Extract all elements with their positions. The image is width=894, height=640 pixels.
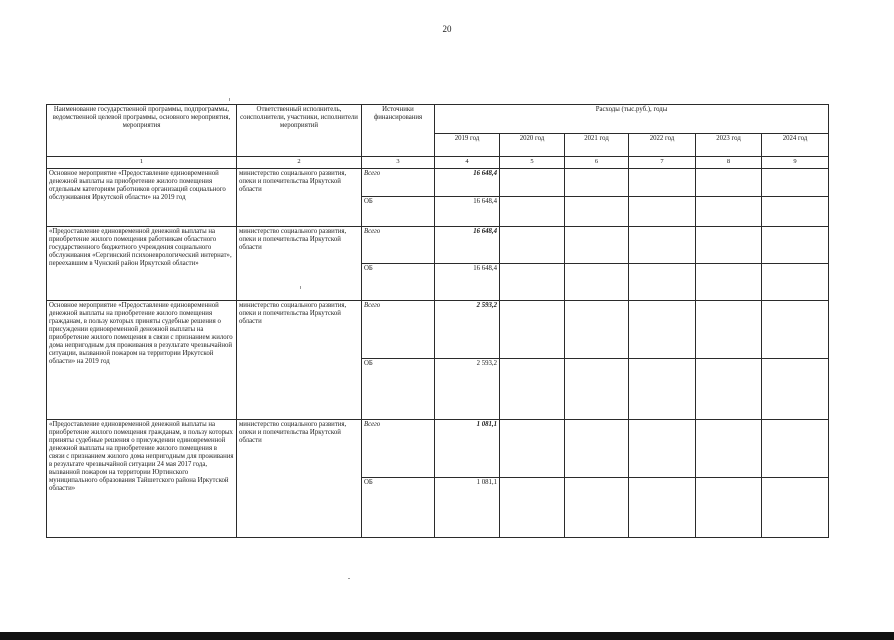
column-number: 5 (500, 157, 565, 169)
responsible-executor: министерство социального развития, опеки и попечительства Иркутской области (237, 301, 362, 420)
source-ob: ОБ (362, 359, 435, 420)
header-responsible: Ответственный исполнитель, соисполнители, участники, исполнители мероприятий (237, 105, 362, 157)
amount-ob-2019: 1 081,1 (435, 478, 500, 538)
column-number: 8 (696, 157, 762, 169)
table-row (47, 420, 829, 478)
activity-name: «Предоставление единовременной денежной выплаты на приобретение жилого помещения гражданам, в пользу которых приняты судебные решения о присуждении единовременной денежной выплаты на приобретение жилого помещения в связи с признанием жилого дома непригодным для проживания в результате чрезвычайной ситуации 24 мая 2017 года, вызванной пожаром на территории Юртинского муниципального образования Тайшетского района Иркутской области» (47, 420, 237, 538)
header-year: 2023 год (696, 134, 762, 157)
column-number: 4 (435, 157, 500, 169)
source-total: Всего (362, 169, 435, 197)
header-year: 2022 год (629, 134, 696, 157)
source-ob: ОБ (362, 197, 435, 227)
column-number: 6 (565, 157, 629, 169)
header-year: 2024 год (762, 134, 829, 157)
responsible-executor: министерство социального развития, опеки и попечительства Иркутской области (237, 169, 362, 227)
activity-name: Основное мероприятие «Предоставление единовременной денежной выплаты на приобретение жилого помещения отдельным категориям работников организаций социального обслуживания Иркутской области» на 2019 год (47, 169, 237, 227)
scan-speck (229, 98, 230, 101)
table-row (47, 227, 829, 264)
responsible-executor: министерство социального развития, опеки и попечительства Иркутской области (237, 420, 362, 538)
amount-total-2019: 1 081,1 (435, 420, 500, 478)
activity-name: Основное мероприятие «Предоставление единовременной денежной выплаты на приобретение жилого помещения гражданам, в пользу которых приняты судебные решения о присуждении единовременной денежной выплаты на приобретение жилого помещения в связи с признанием жилого дома непригодным для проживания в результате чрезвычайной ситуации, вызванной пожаром на территории Иркутской области» на 2019 год (47, 301, 237, 420)
column-number: 7 (629, 157, 696, 169)
column-number: 1 (47, 157, 237, 169)
source-ob: ОБ (362, 478, 435, 538)
header-year: 2019 год (435, 134, 500, 157)
amount-ob-2019: 2 593,2 (435, 359, 500, 420)
source-total: Всего (362, 301, 435, 359)
scan-speck (348, 578, 350, 579)
page-number: 20 (442, 24, 452, 34)
source-total: Всего (362, 420, 435, 478)
header-sources: Источники финансирования (362, 105, 435, 157)
header-year: 2021 год (565, 134, 629, 157)
activity-name: «Предоставление единовременной денежной выплаты на приобретение жилого помещения работникам областного государственного бюджетного учреждения социального обслуживания «Сергинский психоневрологический интернат», переехавшим в Чунский район Иркутской области» (47, 227, 237, 301)
header-year: 2020 год (500, 134, 565, 157)
table-row (47, 169, 829, 197)
amount-total-2019: 2 593,2 (435, 301, 500, 359)
column-number: 2 (237, 157, 362, 169)
column-number: 9 (762, 157, 829, 169)
budget-table (46, 104, 829, 538)
responsible-executor: министерство социального развития, опеки и попечительства Иркутской области (237, 227, 362, 301)
scan-edge (0, 632, 894, 640)
header-name: Наименование государственной программы, подпрограммы, ведомственной целевой программы, основного мероприятия, мероприятия (47, 105, 237, 157)
source-total: Всего (362, 227, 435, 264)
amount-total-2019: 16 648,4 (435, 227, 500, 264)
scan-speck (300, 286, 301, 289)
source-ob: ОБ (362, 264, 435, 301)
header-expenses: Расходы (тыс.руб.), годы (435, 105, 829, 134)
amount-total-2019: 16 648,4 (435, 169, 500, 197)
amount-ob-2019: 16 648,4 (435, 264, 500, 301)
amount-ob-2019: 16 648,4 (435, 197, 500, 227)
column-number: 3 (362, 157, 435, 169)
table-row (47, 301, 829, 359)
